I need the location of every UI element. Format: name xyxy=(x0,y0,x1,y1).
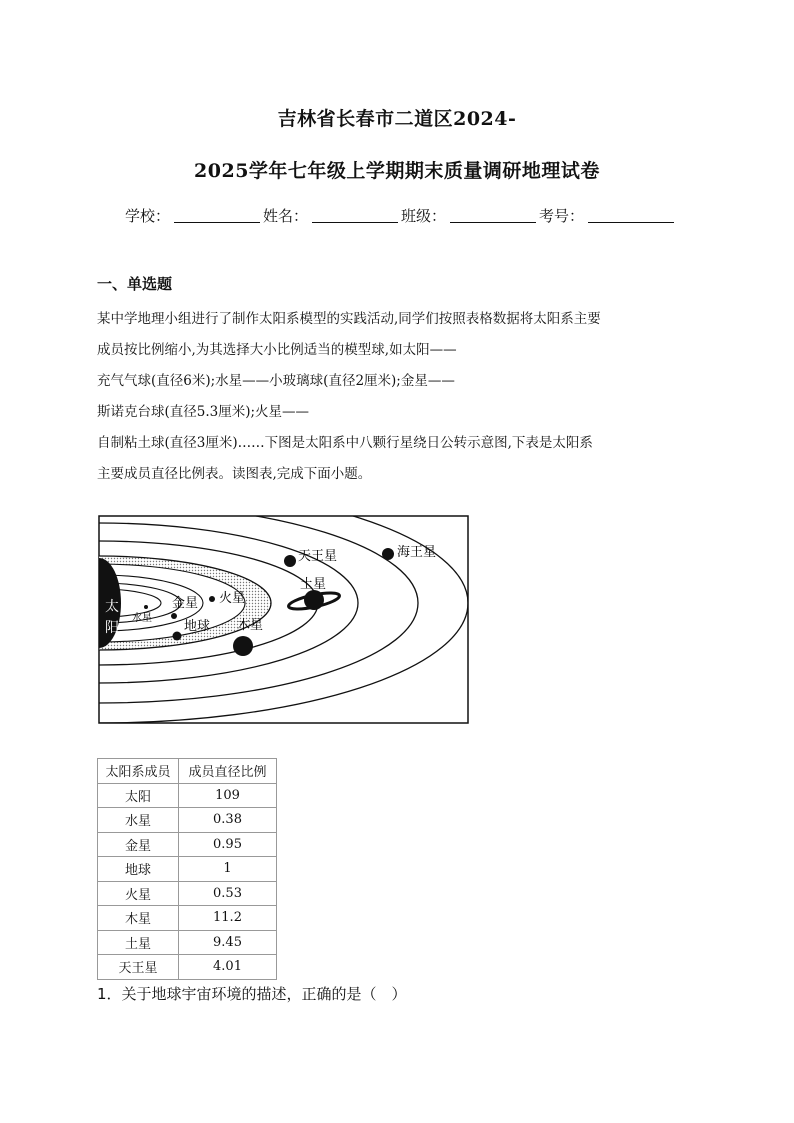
jupiter-planet xyxy=(233,636,253,656)
table-cell-member: 火星 xyxy=(98,881,179,906)
earth-planet xyxy=(173,632,182,641)
table-row xyxy=(98,808,277,833)
table-cell-ratio: 0.38 xyxy=(179,808,277,833)
exam-title-line-1: 吉林省长春市二道区2024- xyxy=(277,108,517,130)
school-blank[interactable] xyxy=(174,208,260,223)
sun-label-bottom: 阳 xyxy=(105,620,119,636)
name-blank[interactable] xyxy=(312,208,398,223)
table-cell-member: 地球 xyxy=(98,857,179,882)
section-heading: 一、单选题 xyxy=(97,275,173,293)
table-cell-member: 土星 xyxy=(98,930,179,955)
table-header-cell: 成员直径比例 xyxy=(179,759,277,784)
number-label: 考号： xyxy=(539,207,585,225)
class-blank[interactable] xyxy=(450,208,536,223)
table-cell-ratio: 9.45 xyxy=(179,930,277,955)
table-row xyxy=(98,881,277,906)
passage-line: 充气气球(直径6米);水星——小玻璃球(直径2厘米);金星—— xyxy=(97,373,455,389)
class-label: 班级： xyxy=(401,207,447,225)
earth-label: 地球 xyxy=(184,619,211,634)
solar-system-diagram xyxy=(98,515,470,725)
table-cell-ratio: 0.53 xyxy=(179,881,277,906)
table-cell-member: 金星 xyxy=(98,832,179,857)
table-cell-member: 天王星 xyxy=(98,955,179,980)
jupiter-label: 木星 xyxy=(237,618,264,633)
saturn-label: 土星 xyxy=(300,577,327,592)
question-1: 1．关于地球宇宙环境的描述，正确的是（ ） xyxy=(97,985,407,1003)
table-cell-member: 太阳 xyxy=(98,783,179,808)
table-cell-ratio: 1 xyxy=(179,857,277,882)
table-header-cell: 太阳系成员 xyxy=(98,759,179,784)
venus-label: 金星 xyxy=(172,596,199,611)
table-row xyxy=(98,832,277,857)
mercury-planet xyxy=(144,605,148,609)
table-row xyxy=(98,857,277,882)
neptune-label: 海王星 xyxy=(397,545,437,560)
table-cell-ratio: 109 xyxy=(179,783,277,808)
passage-line: 某中学地理小组进行了制作太阳系模型的实践活动,同学们按照表格数据将太阳系主要 xyxy=(97,311,601,327)
passage-line: 斯诺克台球(直径5.3厘米);火星—— xyxy=(97,404,310,420)
table-header-row xyxy=(98,759,277,784)
number-blank[interactable] xyxy=(588,208,674,223)
mars-planet xyxy=(209,596,215,602)
table-cell-ratio: 4.01 xyxy=(179,955,277,980)
passage-line: 成员按比例缩小,为其选择大小比例适当的模型球,如太阳—— xyxy=(97,342,457,358)
passage xyxy=(97,304,707,490)
uranus-planet xyxy=(284,555,296,567)
saturn-planet xyxy=(304,590,324,610)
neptune-planet xyxy=(382,548,394,560)
uranus-label: 天王星 xyxy=(298,549,338,564)
table-row xyxy=(98,955,277,980)
diameter-ratio-table xyxy=(97,758,277,980)
exam-title-line-2: 2025学年七年级上学期期末质量调研地理试卷 xyxy=(194,160,600,182)
venus-planet xyxy=(171,613,177,619)
passage-line: 自制粘土球(直径3厘米)……下图是太阳系中八颗行星绕日公转示意图,下表是太阳系 xyxy=(97,435,593,451)
table-cell-ratio: 0.95 xyxy=(179,832,277,857)
student-info-row xyxy=(125,205,677,226)
passage-line: 主要成员直径比例表。读图表,完成下面小题。 xyxy=(97,466,372,482)
table-row xyxy=(98,930,277,955)
mars-label: 火星 xyxy=(219,591,246,606)
name-label: 姓名： xyxy=(263,207,309,225)
mercury-label: 水星 xyxy=(132,613,152,624)
table-row xyxy=(98,783,277,808)
table-cell-member: 水星 xyxy=(98,808,179,833)
table-row xyxy=(98,906,277,931)
table-cell-member: 木星 xyxy=(98,906,179,931)
sun-label-top: 太 xyxy=(105,599,119,615)
school-label: 学校： xyxy=(125,207,171,225)
table-cell-ratio: 11.2 xyxy=(179,906,277,931)
